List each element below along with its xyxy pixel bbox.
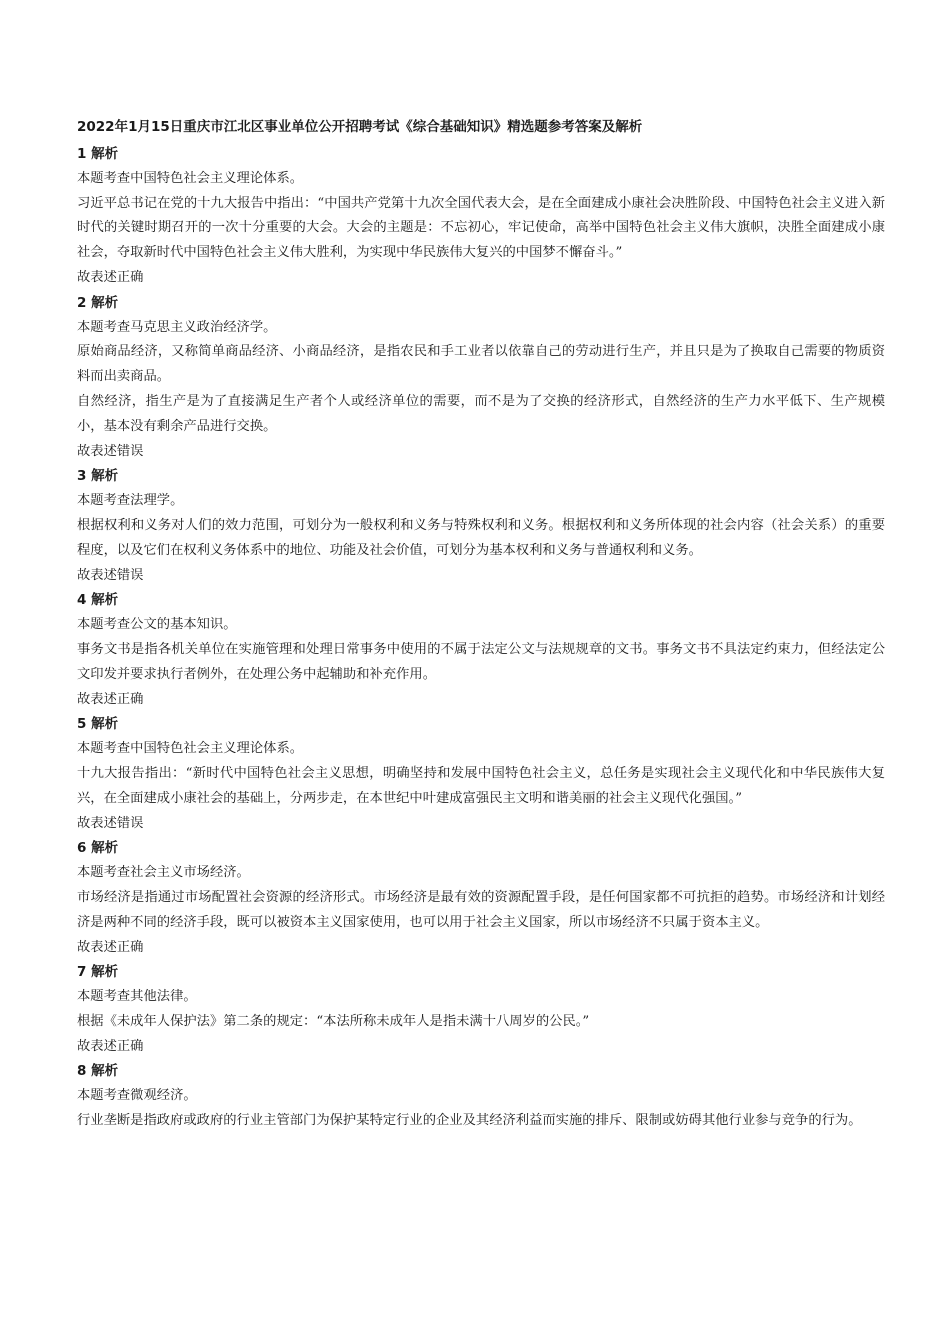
answer-section [77,1059,885,1133]
answer-paragraph: 习近平总书记在党的十九大报告中指出：“中国共产党第十九次全国代表大会，是在全面建成小康社会决胜阶段、中国特色社会主义进入新时代的关键时期召开的一次十分重要的大会。大会的主题是：不忘初心，牢记使命，高举中国特色社会主义伟大旗帜，决胜全面建成小康社会，夺取新时代中国特色社会主义伟大胜利，为实现中华民族伟大复兴的中国梦不懈奋斗。” [77,195,885,261]
answer-paragraph: 行业垄断是指政府或政府的行业主管部门为保护某特定行业的企业及其经济利益而实施的排斥、限制或妨碍其他行业参与竞争的行为。 [77,1113,862,1129]
answer-heading: 1 解析 [77,146,119,162]
answer-heading: 3 解析 [77,468,119,485]
answer-paragraph: 本题考查其他法律。 [77,989,197,1005]
answer-section [77,588,885,712]
answer-section [77,142,885,291]
answer-paragraph: 故表述错误 [77,815,144,831]
answer-paragraph: 本题考查公文的基本知识。 [77,617,237,633]
answer-paragraph: 事务文书是指各机关单位在实施管理和处理日常事务中使用的不属于法定公文与法规规章的文书。事务文书不具法定约束力，但经法定公文印发并要求执行者例外，在处理公务中起辅助和补充作用。 [77,641,885,682]
answer-paragraph: 故表述正确 [77,691,144,707]
answer-paragraph: 原始商品经济，又称简单商品经济、小商品经济，是指农民和手工业者以依靠自己的劳动进行生产，并且只是为了换取自己需要的物质资料而出卖商品。 [77,344,885,385]
answer-paragraph: 根据权利和义务对人们的效力范围，可划分为一般权利和义务与特殊权利和义务。根据权利和义务所体现的社会内容（社会关系）的重要程度，以及它们在权利义务体系中的地位、功能及社会价值，可划分为基本权利和义务与普通权利和义务。 [77,517,885,558]
answer-paragraph: 故表述错误 [77,567,144,583]
answer-section [77,836,885,960]
answer-paragraph: 自然经济，指生产是为了直接满足生产者个人或经济单位的需要，而不是为了交换的经济形式，自然经济的生产力水平低下、生产规模小，基本没有剩余产品进行交换。 [77,393,885,434]
answer-section [77,291,885,465]
answer-paragraph: 故表述错误 [77,443,144,459]
answer-paragraph: 十九大报告指出：“新时代中国特色社会主义思想，明确坚持和发展中国特色社会主义，总任务是实现社会主义现代化和中华民族伟大复兴，在全面建成小康社会的基础上，分两步走，在本世纪中叶建成富强民主文明和谐美丽的社会主义现代化强国。” [77,765,885,806]
answer-paragraph: 本题考查社会主义市场经济。 [77,865,250,881]
answer-paragraph: 本题考查法理学。 [77,493,184,509]
answer-paragraph: 根据《未成年人保护法》第二条的规定：“本法所称未成年人是指未满十八周岁的公民。” [77,1013,590,1029]
answer-heading: 4 解析 [77,592,119,609]
answer-heading: 6 解析 [77,840,119,857]
answer-paragraph: 本题考查中国特色社会主义理论体系。 [77,741,304,757]
answer-heading: 2 解析 [77,294,119,311]
answer-paragraph: 故表述正确 [77,939,144,955]
answer-paragraph: 本题考查中国特色社会主义理论体系。 [77,170,304,186]
answer-heading: 8 解析 [77,1063,119,1080]
answer-paragraph: 故表述正确 [77,269,144,285]
answer-heading: 5 解析 [77,716,119,733]
answer-list [77,142,885,1134]
answer-heading: 7 解析 [77,964,119,981]
document-title: 2022年1月15日重庆市江北区事业单位公开招聘考试《综合基础知识》精选题参考答案及解析 [77,119,643,135]
answer-paragraph: 本题考查微观经济。 [77,1088,197,1104]
answer-paragraph: 故表述正确 [77,1038,144,1054]
answer-section [77,464,885,588]
answer-paragraph: 本题考查马克思主义政治经济学。 [77,319,277,335]
answer-section [77,960,885,1059]
answer-section [77,712,885,836]
answer-paragraph: 市场经济是指通过市场配置社会资源的经济形式。市场经济是最有效的资源配置手段，是任何国家都不可抗拒的趋势。市场经济和计划经济是两种不同的经济手段，既可以被资本主义国家使用，也可以用于社会主义国家，所以市场经济不只属于资本主义。 [77,889,885,930]
document-page [77,117,885,1134]
